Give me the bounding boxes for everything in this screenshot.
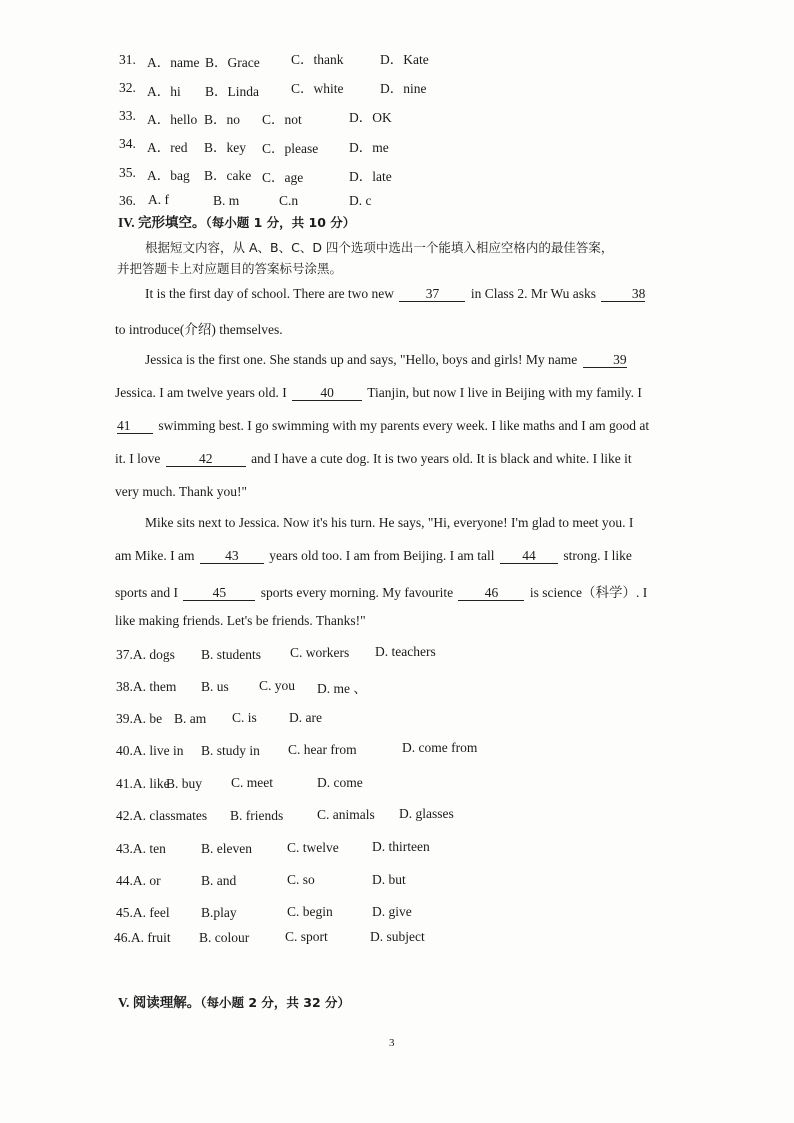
option-c: C. begin xyxy=(287,904,333,919)
question-number: 36. xyxy=(119,193,136,208)
option-d: D. glasses xyxy=(399,806,454,821)
passage-line xyxy=(115,581,647,601)
question-number: 33. xyxy=(119,108,136,123)
blank-38: 38 xyxy=(601,287,645,302)
question-number: 31. xyxy=(119,52,136,67)
option-c: C. meet xyxy=(231,775,273,790)
passage-text: Tianjin, but now I live in Beijing with my family. I xyxy=(367,385,642,400)
passage-line xyxy=(115,451,632,467)
option-d: D．OK xyxy=(349,110,392,125)
option-b: B. eleven xyxy=(201,841,252,856)
option-b: B. am xyxy=(174,711,207,726)
section-heading-reading xyxy=(118,991,350,1011)
option-d: D．me xyxy=(349,140,389,155)
blank-41: 41 xyxy=(117,419,153,434)
passage-text: it. I love xyxy=(115,451,161,466)
option-d: D. come from xyxy=(402,740,478,755)
option-b: B．no xyxy=(204,112,241,127)
option-b: B. buy xyxy=(166,776,203,791)
passage-line: like making friends. Let's be friends. Thanks!" xyxy=(115,613,366,628)
option-a: 41.A. like xyxy=(116,776,170,791)
option-a: 46.A. fruit xyxy=(114,930,171,945)
passage-line xyxy=(145,286,647,302)
option-d: D. give xyxy=(372,904,412,919)
blank-40: 40 xyxy=(292,386,362,401)
blank-43: 43 xyxy=(200,549,264,564)
option-b: B. and xyxy=(201,873,237,888)
option-a: 43.A. ten xyxy=(116,841,166,856)
option-c: C. you xyxy=(259,678,296,693)
option-c: C. workers xyxy=(290,645,350,660)
option-c: C.n xyxy=(279,193,299,208)
option-b: B．key xyxy=(204,140,246,155)
blank-46: 46 xyxy=(458,586,524,601)
option-d: D. are xyxy=(289,710,322,725)
passage-line xyxy=(115,418,649,434)
option-c: C. so xyxy=(287,872,315,887)
option-b: B. colour xyxy=(199,930,250,945)
option-c: C. animals xyxy=(317,807,375,822)
blank-42: 42 xyxy=(166,452,246,467)
passage-text: years old too. I am from Beijing. I am tall xyxy=(269,548,495,563)
passage-line: very much. Thank you!" xyxy=(115,484,247,499)
passage-text: It is the first day of school. There are two new xyxy=(145,286,395,301)
option-a: A. f xyxy=(148,192,169,207)
option-a: 45.A. feel xyxy=(116,905,170,920)
passage-text: Jessica is the first one. She stands up and says, "Hello, boys and girls! My name xyxy=(145,352,578,367)
option-d: D. teachers xyxy=(375,644,436,659)
option-a: A．hi xyxy=(147,84,181,99)
passage-text: Jessica. I am twelve years old. I xyxy=(115,385,287,400)
option-a: 37.A. dogs xyxy=(116,647,175,662)
question-number: 32. xyxy=(119,80,136,95)
option-a: 38.A. them xyxy=(116,679,177,694)
option-d: D. subject xyxy=(370,929,425,944)
option-c: C. hear from xyxy=(288,742,357,757)
instructions-line-1: 根据短文内容，从 A、B、C、D 四个选项中选出一个能填入相应空格内的最佳答案， xyxy=(145,240,614,255)
section-score: （每小题 2 分，共 32 分） xyxy=(200,995,351,1010)
passage-line: to introduce(介绍) themselves. xyxy=(115,322,283,337)
passage-line: Mike sits next to Jessica. Now it's his turn. He says, "Hi, everyone! I'm glad to meet you. I xyxy=(145,515,634,530)
option-c: C. twelve xyxy=(287,840,339,855)
option-d: D．Kate xyxy=(380,52,429,67)
instructions-line-2: 并把答题卡上对应题目的答案标号涂黑。 xyxy=(117,261,343,276)
option-d: D．nine xyxy=(380,81,427,96)
section-score: （每小题 1 分，共 10 分） xyxy=(205,215,356,230)
passage-text: sports and I xyxy=(115,585,178,600)
passage-text: strong. I like xyxy=(563,548,632,563)
option-a: 39.A. be xyxy=(116,711,163,726)
option-b: B.play xyxy=(201,905,237,920)
option-b: B．Linda xyxy=(205,84,259,99)
passage-text: is science（科学）. I xyxy=(529,585,648,600)
option-a: A．red xyxy=(147,140,188,155)
blank-44: 44 xyxy=(500,549,558,564)
option-a: A．name xyxy=(147,55,200,70)
option-b: B. m xyxy=(213,193,240,208)
option-c: C．white xyxy=(291,81,344,96)
passage-line xyxy=(115,548,632,564)
option-c: C．please xyxy=(262,141,319,156)
blank-45: 45 xyxy=(183,586,255,601)
page-number: 3 xyxy=(389,1037,395,1049)
passage-text: and I have a cute dog. It is two years old. It is black and white. I like it xyxy=(251,451,632,466)
option-a: 40.A. live in xyxy=(116,743,184,758)
passage-line xyxy=(115,385,642,401)
passage-text: in Class 2. Mr Wu asks xyxy=(470,286,597,301)
question-number: 35. xyxy=(119,165,136,180)
option-c: C．thank xyxy=(291,52,344,67)
option-b: B．Grace xyxy=(205,55,260,70)
option-c: C. is xyxy=(232,710,257,725)
option-c: C．not xyxy=(262,112,302,127)
option-a: A．bag xyxy=(147,168,190,183)
option-b: B. study in xyxy=(201,743,260,758)
option-a: A．hello xyxy=(147,112,198,127)
option-b: B．cake xyxy=(204,168,252,183)
option-b: B. us xyxy=(201,679,229,694)
blank-39: 39 xyxy=(583,353,627,368)
option-a: 44.A. or xyxy=(116,873,161,888)
section-title: V. 阅读理解。 xyxy=(118,995,201,1010)
passage-text: am Mike. I am xyxy=(115,548,195,563)
section-title: IV. 完形填空。 xyxy=(118,215,206,230)
option-c: C．age xyxy=(262,170,304,185)
option-d: D. but xyxy=(372,872,406,887)
option-b: B. friends xyxy=(230,808,284,823)
passage-line xyxy=(145,352,629,368)
option-a: 42.A. classmates xyxy=(116,808,208,823)
option-d: D. c xyxy=(349,193,372,208)
option-d: D. thirteen xyxy=(372,839,430,854)
option-d: D. me 、 xyxy=(317,681,367,696)
passage-text: swimming best. I go swimming with my parents every week. I like maths and I am good at xyxy=(158,418,650,433)
section-heading-cloze xyxy=(118,211,355,231)
option-d: D. come xyxy=(317,775,363,790)
passage-text: sports every morning. My favourite xyxy=(260,585,454,600)
question-number: 34. xyxy=(119,136,136,151)
blank-37: 37 xyxy=(399,287,465,302)
option-b: B. students xyxy=(201,647,262,662)
option-d: D．late xyxy=(349,169,392,184)
option-c: C. sport xyxy=(285,929,328,944)
